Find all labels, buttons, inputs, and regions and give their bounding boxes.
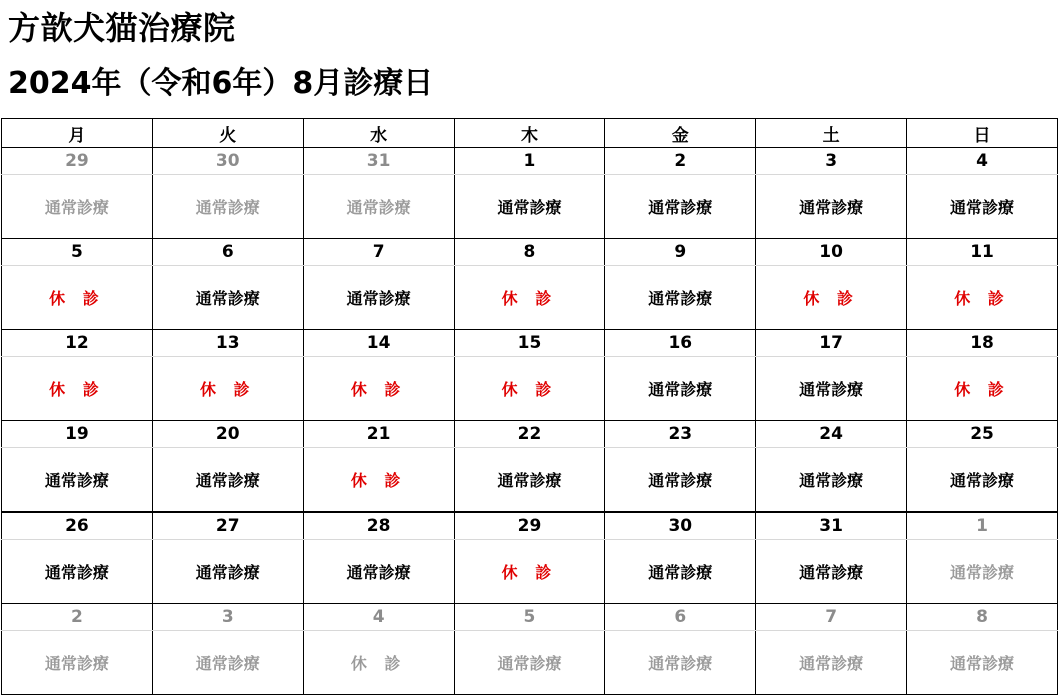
open-status: 通常診療: [303, 175, 454, 239]
day-number: 26: [2, 512, 153, 540]
day-number: 11: [907, 239, 1058, 266]
day-number: 18: [907, 330, 1058, 357]
open-status: 通常診療: [152, 448, 303, 513]
week-date-row: [2, 604, 1058, 631]
day-number: 29: [454, 512, 605, 540]
closed-status: 休 診: [152, 357, 303, 421]
open-status: 通常診療: [756, 448, 907, 513]
weekday-header-row: [2, 119, 1058, 148]
open-status: 通常診療: [454, 448, 605, 513]
day-number: 2: [605, 148, 756, 175]
day-number: 5: [454, 604, 605, 631]
day-number: 31: [303, 148, 454, 175]
day-number: 13: [152, 330, 303, 357]
open-status: 通常診療: [152, 266, 303, 330]
closed-status: 休 診: [2, 266, 153, 330]
day-number: 4: [907, 148, 1058, 175]
open-status: 通常診療: [2, 631, 153, 695]
open-status: 通常診療: [907, 540, 1058, 604]
open-status: 通常診療: [605, 266, 756, 330]
day-number: 17: [756, 330, 907, 357]
day-number: 22: [454, 421, 605, 448]
open-status: 通常診療: [152, 540, 303, 604]
weekday-header: 金: [605, 119, 756, 148]
week-status-row: [2, 631, 1058, 695]
closed-status: 休 診: [907, 357, 1058, 421]
weekday-header: 水: [303, 119, 454, 148]
calendar-title: 2024年（令和6年）8月診療日: [8, 66, 434, 101]
day-number: 30: [605, 512, 756, 540]
open-status: 通常診療: [605, 357, 756, 421]
closed-status: 休 診: [303, 357, 454, 421]
day-number: 15: [454, 330, 605, 357]
week-date-row: [2, 239, 1058, 266]
day-number: 25: [907, 421, 1058, 448]
closed-status: 休 診: [303, 631, 454, 695]
week-status-row: [2, 448, 1058, 513]
weekday-header: 土: [756, 119, 907, 148]
week-date-row: [2, 330, 1058, 357]
open-status: 通常診療: [907, 631, 1058, 695]
day-number: 21: [303, 421, 454, 448]
day-number: 14: [303, 330, 454, 357]
day-number: 6: [605, 604, 756, 631]
open-status: 通常診療: [2, 540, 153, 604]
open-status: 通常診療: [454, 175, 605, 239]
day-number: 12: [2, 330, 153, 357]
day-number: 9: [605, 239, 756, 266]
day-number: 20: [152, 421, 303, 448]
clinic-name: 方歆犬猫治療院: [8, 9, 236, 47]
closed-status: 休 診: [303, 448, 454, 513]
day-number: 10: [756, 239, 907, 266]
open-status: 通常診療: [605, 448, 756, 513]
day-number: 23: [605, 421, 756, 448]
day-number: 1: [454, 148, 605, 175]
day-number: 24: [756, 421, 907, 448]
week-date-row: [2, 148, 1058, 175]
day-number: 19: [2, 421, 153, 448]
day-number: 28: [303, 512, 454, 540]
day-number: 6: [152, 239, 303, 266]
weekday-header: 火: [152, 119, 303, 148]
closed-status: 休 診: [454, 540, 605, 604]
closed-status: 休 診: [2, 357, 153, 421]
week-date-row: [2, 512, 1058, 540]
day-number: 3: [756, 148, 907, 175]
open-status: 通常診療: [2, 175, 153, 239]
day-number: 3: [152, 604, 303, 631]
day-number: 16: [605, 330, 756, 357]
open-status: 通常診療: [907, 175, 1058, 239]
day-number: 5: [2, 239, 153, 266]
calendar-table: [1, 118, 1058, 695]
closed-status: 休 診: [454, 266, 605, 330]
open-status: 通常診療: [605, 175, 756, 239]
open-status: 通常診療: [303, 540, 454, 604]
day-number: 1: [907, 512, 1058, 540]
open-status: 通常診療: [756, 631, 907, 695]
day-number: 8: [907, 604, 1058, 631]
day-number: 27: [152, 512, 303, 540]
weekday-header: 月: [2, 119, 153, 148]
day-number: 29: [2, 148, 153, 175]
week-status-row: [2, 540, 1058, 604]
open-status: 通常診療: [605, 631, 756, 695]
weekday-header: 木: [454, 119, 605, 148]
day-number: 7: [303, 239, 454, 266]
calendar-body: [2, 148, 1058, 695]
day-number: 4: [303, 604, 454, 631]
closed-status: 休 診: [907, 266, 1058, 330]
open-status: 通常診療: [605, 540, 756, 604]
week-status-row: [2, 266, 1058, 330]
week-status-row: [2, 357, 1058, 421]
open-status: 通常診療: [907, 448, 1058, 513]
day-number: 30: [152, 148, 303, 175]
open-status: 通常診療: [756, 540, 907, 604]
closed-status: 休 診: [454, 357, 605, 421]
open-status: 通常診療: [454, 631, 605, 695]
week-date-row: [2, 421, 1058, 448]
open-status: 通常診療: [756, 175, 907, 239]
day-number: 8: [454, 239, 605, 266]
week-status-row: [2, 175, 1058, 239]
open-status: 通常診療: [756, 357, 907, 421]
open-status: 通常診療: [303, 266, 454, 330]
open-status: 通常診療: [152, 631, 303, 695]
day-number: 31: [756, 512, 907, 540]
weekday-header: 日: [907, 119, 1058, 148]
day-number: 2: [2, 604, 153, 631]
day-number: 7: [756, 604, 907, 631]
open-status: 通常診療: [152, 175, 303, 239]
closed-status: 休 診: [756, 266, 907, 330]
open-status: 通常診療: [2, 448, 153, 513]
